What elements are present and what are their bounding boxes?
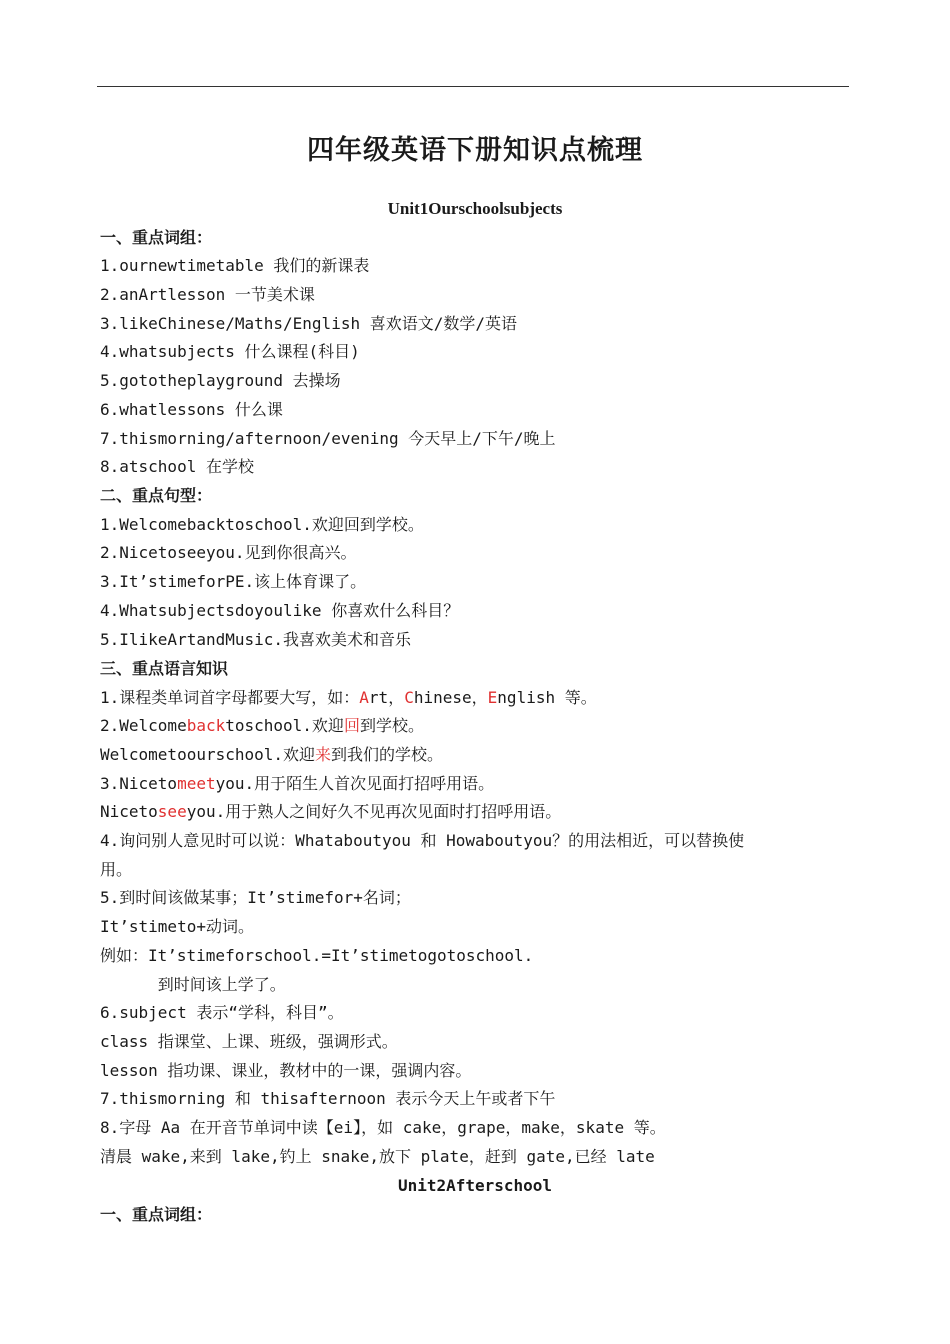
phrase-item: 8.atschool 在学校 [100,457,254,476]
knowledge-item-5-translation: 到时间该上学了。 [100,975,286,994]
highlight-letter: A [359,688,369,707]
knowledge-item-8-rhyme: 清晨 wake,来到 lake,钓上 snake,放下 plate，赶到 gate,已经 late [100,1147,655,1166]
highlight-word: see [157,802,187,821]
sentence-item: 2.Nicetoseeyou.见到你很高兴。 [100,543,357,562]
unit1-heading: Unit1Ourschoolsubjects [387,199,563,218]
knowledge-item-7: 7.thismorning 和 thisafternoon 表示今天上午或者下午 [100,1089,556,1108]
text-segment: 到学校。 [359,716,424,735]
phrase-item: 4.whatsubjects 什么课程(科目) [100,342,360,361]
sentence-item: 1.Welcomebacktoschool.欢迎回到学校。 [100,515,424,534]
phrase-item: 6.whatlessons 什么课 [100,400,283,419]
phrase-item: 1.ournewtimetable 我们的新课表 [100,256,370,275]
text-segment: nglish 等。 [497,688,597,707]
section-heading-knowledge: 三、重点语言知识 [100,659,229,678]
sentence-item: 3.It’stimeforPE.该上体育课了。 [100,572,367,591]
text-segment: Niceto [100,802,158,821]
text-segment: rt， [368,688,405,707]
highlight-letter: C [404,688,414,707]
knowledge-item-2b [100,745,443,765]
knowledge-item-3b [100,802,561,822]
text-segment: 3.Niceto [100,774,178,793]
text-segment: 1.课程类单词首字母都要大写，如： [100,688,360,707]
phrase-item: 2.anArtlesson 一节美术课 [100,285,315,304]
knowledge-item-8: 8.字母 Aa 在开音节单词中读【ei】，如 cake，grape，make，skate 等。 [100,1118,666,1137]
highlight-word: back [186,716,226,735]
knowledge-item-1 [100,688,597,708]
knowledge-item-5-example: 例如：It’stimeforschool.=It’stimetogotoschool. [100,946,534,965]
knowledge-item-3 [100,774,494,794]
text-segment: you.用于熟人之间好久不见再次见面时打招呼用语。 [186,802,562,821]
section-heading-sentences: 二、重点句型： [100,486,213,505]
knowledge-item-5-cont: It’stimeto+动词。 [100,917,254,936]
sentence-item: 4.Whatsubjectsdoyoulike 你喜欢什么科目？ [100,601,460,620]
section-heading-phrases-unit2: 一、重点词组： [100,1205,213,1224]
knowledge-item-6-lesson: lesson 指功课、课业，教材中的一课，强调内容。 [100,1061,472,1080]
text-segment: toschool.欢迎 [225,716,344,735]
phrase-item: 7.thismorning/afternoon/evening 今天早上/下午/晚上 [100,429,556,448]
text-segment: Welcometoourschool.欢迎 [100,745,316,764]
text-segment: you.用于陌生人首次见面打招呼用语。 [215,774,495,793]
highlight-word: 回 [343,716,360,735]
text-segment: 到我们的学校。 [331,745,444,764]
knowledge-item-4: 4.询问别人意见时可以说：Whataboutyou 和 Howaboutyou？的用法相近，可以替换使 [100,831,745,850]
highlight-letter: E [487,688,498,707]
knowledge-item-6: 6.subject 表示“学科，科目”。 [100,1003,344,1022]
phrase-item: 3.likeChinese/Maths/English 喜欢语文/数学/英语 [100,314,517,333]
page-title: 四年级英语下册知识点梳理 [307,135,643,166]
section-heading-phrases: 一、重点词组： [100,228,213,247]
text-segment: hinese， [413,688,488,707]
header-rule [97,86,849,87]
knowledge-item-5: 5.到时间该做某事；It’stimefor+名词； [100,888,411,907]
highlight-word: meet [177,774,216,793]
knowledge-item-4-cont: 用。 [100,860,133,879]
highlight-word: 来 [315,745,332,764]
unit2-heading: Unit2Afterschool [397,1176,553,1195]
phrase-item: 5.gototheplayground 去操场 [100,371,341,390]
text-segment: 2.Welcome [100,716,187,735]
sentence-item: 5.IlikeArtandMusic.我喜欢美术和音乐 [100,630,412,649]
knowledge-item-2 [100,716,424,736]
knowledge-item-6-class: class 指课堂、上课、班级，强调形式。 [100,1032,398,1051]
